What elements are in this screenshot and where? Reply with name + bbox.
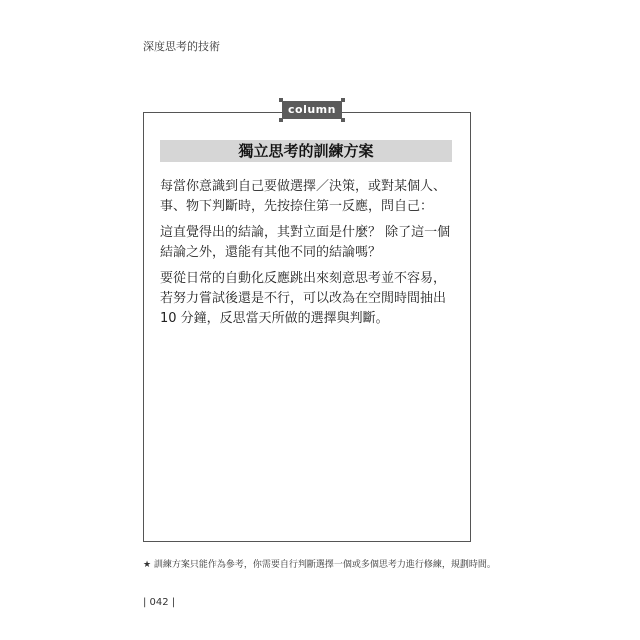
body-paragraph: 每當你意識到自己要做選擇／決策，或對某個人、事、物下判斷時，先按捺住第一反應，問自己： (160, 179, 447, 214)
body-paragraph: 這直覺得出的結論，其對立面是什麼？ 除了這一個結論之外，還能有其他不同的結論嗎？ (160, 225, 451, 260)
tab-corner-decoration (279, 118, 283, 122)
body-paragraph: 要從日常的自動化反應跳出來刻意思考並不容易，若努力嘗試後還是不行，可以改為在空閒時間抽出 10 分鐘，反思當天所做的選擇與判斷。 (160, 271, 447, 326)
page-number: | 042 | (143, 597, 176, 608)
column-tab (282, 101, 342, 119)
column-tab-label: column (288, 103, 336, 116)
tab-corner-decoration (341, 118, 345, 122)
footnote: ★ 訓練方案只能作為參考，你需要自行判斷選擇一個或多個思考力進行修練，規劃時間。 (143, 560, 496, 570)
column-title: 獨立思考的訓練方案 (160, 140, 452, 162)
column-body (160, 177, 456, 335)
running-head-title: 深度思考的技術 (143, 40, 220, 53)
